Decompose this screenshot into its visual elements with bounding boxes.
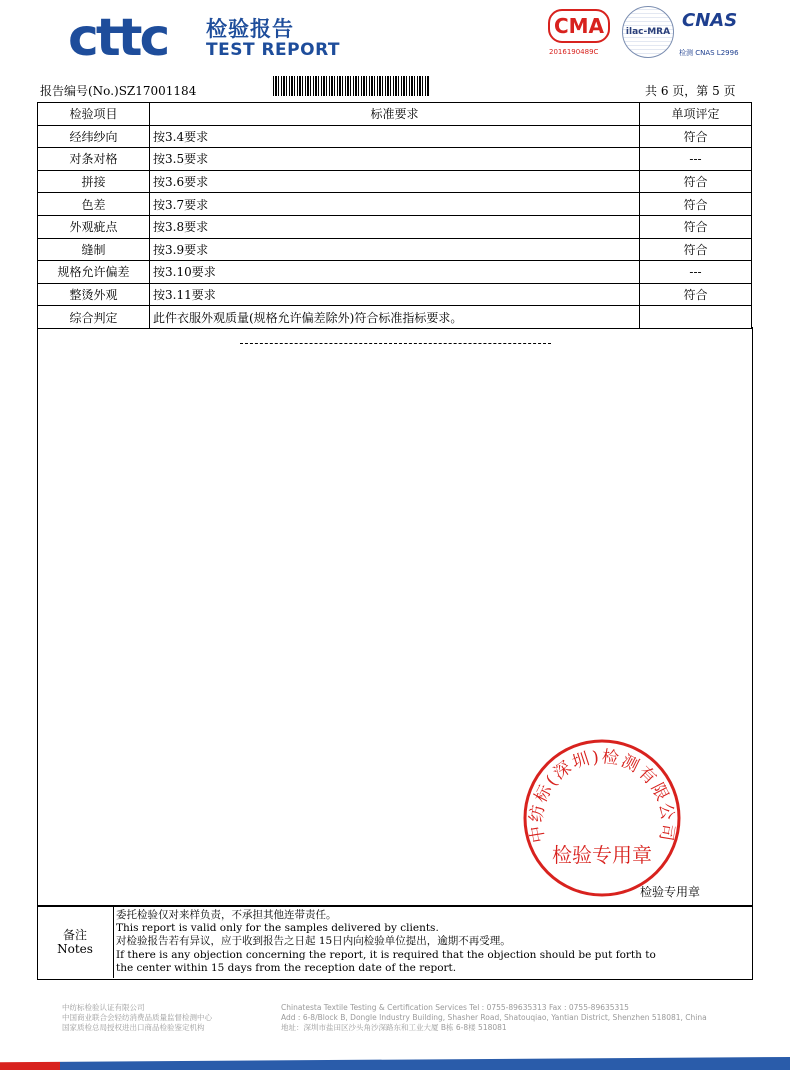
row-standard: 按3.9要求 [150, 238, 640, 261]
conclusion-row [38, 306, 752, 329]
row-item: 整烫外观 [38, 283, 150, 306]
row-result: 符合 [640, 170, 752, 193]
row-item: 经纬纱向 [38, 125, 150, 148]
table-header-row [38, 103, 752, 126]
row-item: 拼接 [38, 170, 150, 193]
header-item: 检验项目 [38, 103, 150, 126]
seal-ring-text: 中纺标(深圳)检测有限公司 [526, 747, 678, 845]
cttc-logo: cttc [68, 8, 168, 68]
row-result: 符合 [640, 215, 752, 238]
table-row [38, 215, 752, 238]
row-result: 符合 [640, 238, 752, 261]
table-row [38, 238, 752, 261]
footer-line: Add : 6-8/Block B, Dongle Industry Building, Shasher Road, Shatouqiao, Yantian District, Shenzhen 518081, China [281, 1013, 707, 1022]
row-standard: 按3.10要求 [150, 261, 640, 284]
row-item: 色差 [38, 193, 150, 216]
cma-mark: CMA [548, 9, 610, 43]
table-row [38, 193, 752, 216]
footer-line: Chinatesta Textile Testing & Certification Services Tel : 0755-89635313 Fax : 0755-89635315 [281, 1003, 629, 1012]
row-result: 符合 [640, 283, 752, 306]
row-item: 规格允许偏差 [38, 261, 150, 284]
table-row [38, 148, 752, 171]
row-standard: 按3.11要求 [150, 283, 640, 306]
stamp-caption: 检验专用章 [640, 885, 701, 899]
notes-line: If there is any objection concerning the report, it is required that the objection should be put forth to [116, 948, 656, 961]
row-standard: 按3.4要求 [150, 125, 640, 148]
row-standard: 按3.5要求 [150, 148, 640, 171]
header-result: 单项评定 [640, 103, 752, 126]
footer-line: 国家质检总局授权进出口商品检验鉴定机构 [62, 1023, 205, 1032]
notes-line: the center within 15 days from the reception date of the report. [116, 961, 457, 974]
footer-line: 中国商业联合会轻纺消费品质量监督检测中心 [62, 1013, 212, 1022]
notes-label-en: Notes [57, 942, 93, 956]
notes-line: 对检验报告若有异议，应于收到报告之日起 15日内向检验单位提出，逾期不再受理。 [116, 935, 511, 948]
table-row [38, 125, 752, 148]
footer-org-info [62, 1003, 212, 1033]
cma-code: 2016190489C [549, 48, 599, 56]
inspection-seal [522, 738, 682, 898]
row-item: 对条对格 [38, 148, 150, 171]
report-number: 报告编号(No.)SZ17001184 [40, 84, 197, 98]
footer-color-bar [0, 1057, 790, 1070]
footer-contact-info [281, 1003, 707, 1033]
conclusion-result-empty [640, 306, 752, 329]
seal-center-text: 检验专用章 [552, 843, 652, 867]
row-result: 符合 [640, 125, 752, 148]
row-result: --- [640, 261, 752, 284]
row-standard: 按3.7要求 [150, 193, 640, 216]
conclusion-label: 综合判定 [38, 306, 150, 329]
footer-line: 中纺标检验认证有限公司 [62, 1003, 145, 1012]
header-standard: 标准要求 [150, 103, 640, 126]
notes-line: This report is valid only for the samples delivered by clients. [116, 922, 439, 935]
notes-text [116, 909, 656, 975]
row-standard: 按3.6要求 [150, 170, 640, 193]
table-row [38, 170, 752, 193]
conclusion-text: 此件衣服外观质量(规格允许偏差除外)符合标准指标要求。 [150, 306, 640, 329]
row-result: 符合 [640, 193, 752, 216]
inspection-table [37, 102, 752, 329]
row-result: --- [640, 148, 752, 171]
end-dash-line [240, 343, 551, 344]
notes-label-cn: 备注 [62, 928, 87, 942]
row-item: 缝制 [38, 238, 150, 261]
row-standard: 按3.8要求 [150, 215, 640, 238]
page-info: 共 6 页，第 5 页 [645, 84, 736, 98]
ilac-mra-mark: ilac-MRA [622, 6, 674, 58]
cnas-mark: CNAS [682, 10, 738, 31]
table-row [38, 261, 752, 284]
cnas-code: 检测 CNAS L2996 [679, 49, 739, 57]
notes-line: 委托检验仅对来样负责，不承担其他连带责任。 [116, 909, 337, 921]
footer-line: 地址：深圳市盐田区沙头角沙深路东和工业大厦 B栋 6-8楼 518081 [281, 1023, 507, 1032]
logo-title-cn: 检验报告 [206, 17, 294, 41]
row-item: 外观疵点 [38, 215, 150, 238]
barcode-icon [273, 76, 429, 96]
notes-label [37, 906, 114, 978]
table-row [38, 283, 752, 306]
logo-title-en: TEST REPORT [206, 40, 341, 60]
